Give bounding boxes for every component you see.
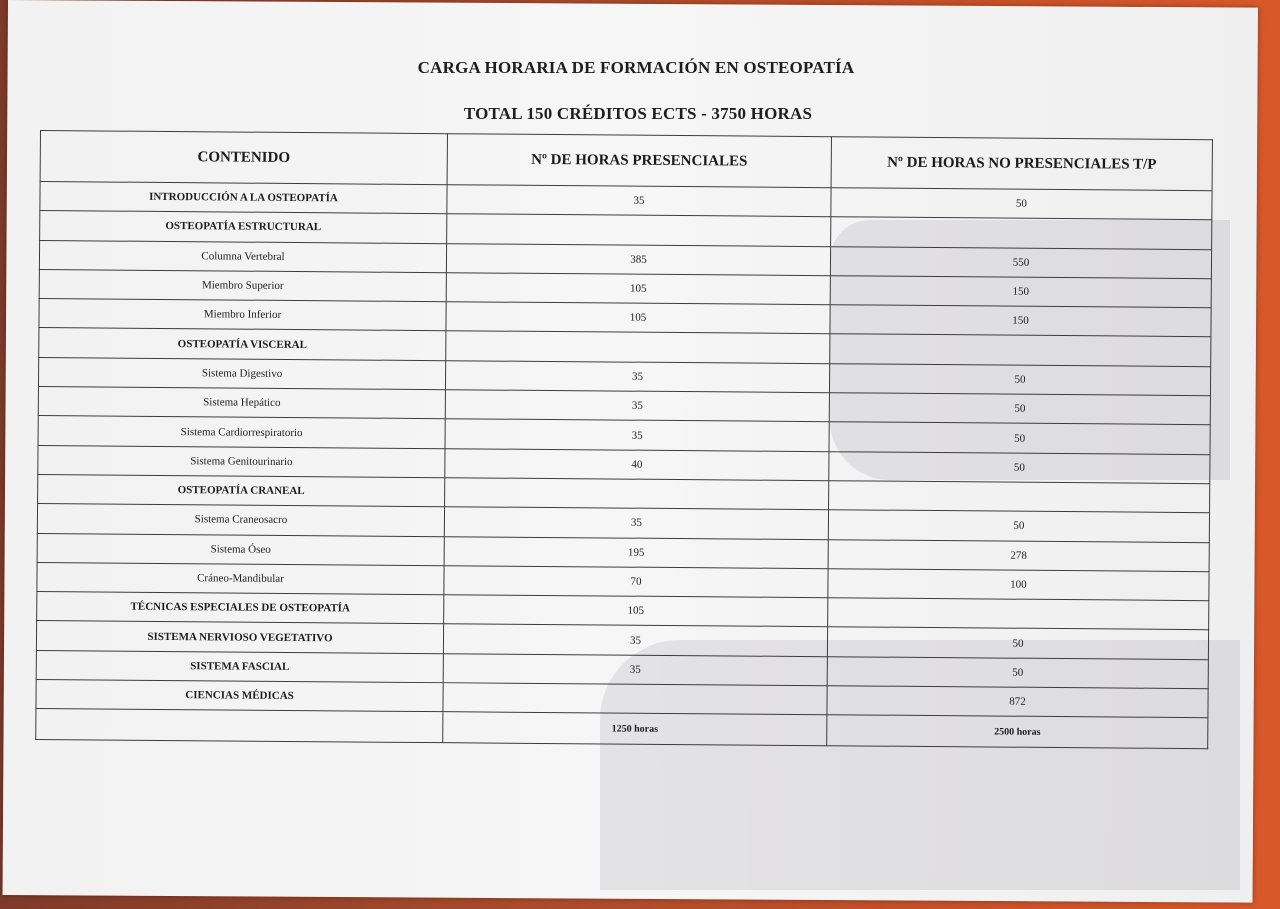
row-contenido: Sistema Craneosacro [37, 504, 444, 536]
row-horas-presenciales: 35 [443, 624, 827, 656]
row-horas-no-presenciales: 50 [829, 363, 1210, 395]
row-horas-presenciales: 35 [447, 185, 831, 217]
row-horas-presenciales: 35 [445, 360, 829, 392]
total-presenciales: 1250 horas [443, 712, 827, 746]
header-horas-no-presenciales: Nº DE HORAS NO PRESENCIALES T/P [831, 137, 1212, 191]
row-horas-no-presenciales: 150 [830, 276, 1211, 308]
row-horas-presenciales: 385 [446, 243, 830, 275]
row-horas-no-presenciales: 50 [828, 510, 1209, 542]
header-contenido: CONTENIDO [40, 131, 447, 185]
header-horas-presenciales: Nº DE HORAS PRESENCIALES [447, 134, 831, 188]
row-horas-no-presenciales: 50 [827, 656, 1208, 688]
table-header-row [40, 131, 1212, 191]
row-horas-no-presenciales [829, 481, 1210, 513]
row-contenido: Sistema Hepático [38, 387, 445, 419]
row-horas-presenciales [445, 478, 829, 510]
row-contenido: Cráneo-Mandibular [37, 562, 444, 594]
row-horas-presenciales: 105 [446, 302, 830, 334]
total-label [36, 709, 443, 743]
row-horas-no-presenciales: 100 [828, 569, 1209, 601]
row-contenido: INTRODUCCIÓN A LA OSTEOPATÍA [40, 182, 447, 214]
row-horas-presenciales [447, 214, 831, 246]
row-contenido: OSTEOPATÍA VISCERAL [39, 328, 446, 360]
row-contenido: Sistema Óseo [37, 533, 444, 565]
row-horas-presenciales: 35 [445, 419, 829, 451]
row-contenido: Miembro Superior [39, 269, 446, 301]
row-horas-presenciales: 35 [443, 653, 827, 685]
row-horas-no-presenciales: 50 [831, 188, 1212, 220]
hours-table [35, 130, 1213, 750]
table-body [36, 182, 1212, 750]
row-contenido: OSTEOPATÍA ESTRUCTURAL [40, 211, 447, 243]
row-horas-no-presenciales: 50 [829, 451, 1210, 483]
row-horas-no-presenciales: 50 [829, 393, 1210, 425]
row-horas-no-presenciales [830, 334, 1211, 366]
row-horas-presenciales: 105 [444, 595, 828, 627]
document-title: CARGA HORARIA DE FORMACIÓN EN OSTEOPATÍA [417, 58, 855, 77]
row-contenido: Sistema Genitourinario [38, 445, 445, 477]
row-contenido: TÉCNICAS ESPECIALES DE OSTEOPATÍA [37, 592, 444, 624]
row-contenido: CIENCIAS MÉDICAS [36, 680, 443, 712]
total-no-presenciales: 2500 horas [827, 715, 1208, 749]
row-contenido: Miembro Inferior [39, 299, 446, 331]
row-horas-presenciales: 40 [445, 448, 829, 480]
row-horas-presenciales: 35 [444, 507, 828, 539]
row-horas-presenciales: 195 [444, 536, 828, 568]
row-horas-presenciales: 105 [446, 273, 830, 305]
row-horas-no-presenciales: 50 [829, 422, 1210, 454]
row-horas-no-presenciales [828, 598, 1209, 630]
row-contenido: Sistema Digestivo [38, 357, 445, 389]
row-horas-no-presenciales: 872 [827, 686, 1208, 718]
row-contenido: Sistema Cardiorrespiratorio [38, 416, 445, 448]
document-subtitle: TOTAL 150 CRÉDITOS ECTS - 3750 HORAS [463, 104, 813, 123]
row-horas-no-presenciales: 550 [830, 246, 1211, 278]
row-horas-no-presenciales [831, 217, 1212, 249]
row-horas-no-presenciales: 278 [828, 539, 1209, 571]
row-horas-presenciales [446, 331, 830, 363]
row-horas-no-presenciales: 150 [830, 305, 1211, 337]
row-horas-no-presenciales: 50 [827, 627, 1208, 659]
row-horas-presenciales: 35 [445, 390, 829, 422]
row-contenido: SISTEMA NERVIOSO VEGETATIVO [36, 621, 443, 653]
row-contenido: Columna Vertebral [39, 240, 446, 272]
row-horas-presenciales [443, 683, 827, 715]
row-horas-presenciales: 70 [444, 566, 828, 598]
row-contenido: SISTEMA FASCIAL [36, 650, 443, 682]
row-contenido: OSTEOPATÍA CRANEAL [38, 474, 445, 506]
